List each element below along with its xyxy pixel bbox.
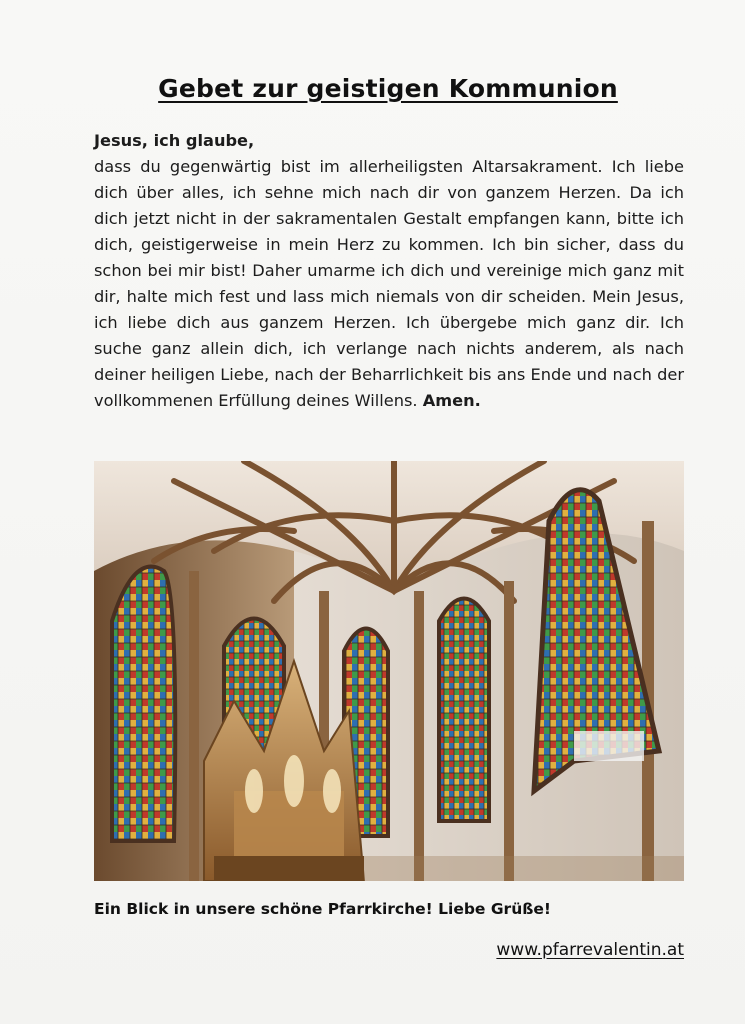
- prayer-text: [94, 128, 684, 414]
- page-title: Gebet zur geistigen Kommunion: [158, 74, 618, 103]
- prayer-opening: Jesus, ich glaube,: [94, 131, 255, 150]
- church-interior-photo: [94, 461, 684, 881]
- church-interior-illustration: [94, 461, 684, 881]
- prayer-body: dass du gegenwärtig bist im allerheiligsten Altarsakrament. Ich liebe dich über alles, ich sehne mich nach dir von ganzem Herzen. Da ich dich jetzt nicht in der sakramentalen Gestalt empfangen kann, bitte ich dich, geistigerweise in mein Herz zu kommen. Ich bin sicher, dass du schon bei mir bist! Daher umarme ich dich und vereinige mich ganz mit dir, halte mich fest und lass mich niemals von dir scheiden. Mein Jesus, ich liebe dich aus ganzem Herzen. Ich übergebe mich ganz dir. Ich suche ganz allein dich, ich verlange nach nichts anderem, als nach deiner heiligen Liebe, nach der Beharrlichkeit bis ans Ende und nach der vollkommenen Erfüllung deines Willens.: [94, 157, 684, 410]
- website-link[interactable]: www.pfarrevalentin.at: [496, 940, 684, 960]
- prayer-amen: Amen.: [422, 391, 481, 410]
- photo-caption: Ein Blick in unsere schöne Pfarrkirche! Liebe Grüße!: [94, 900, 551, 918]
